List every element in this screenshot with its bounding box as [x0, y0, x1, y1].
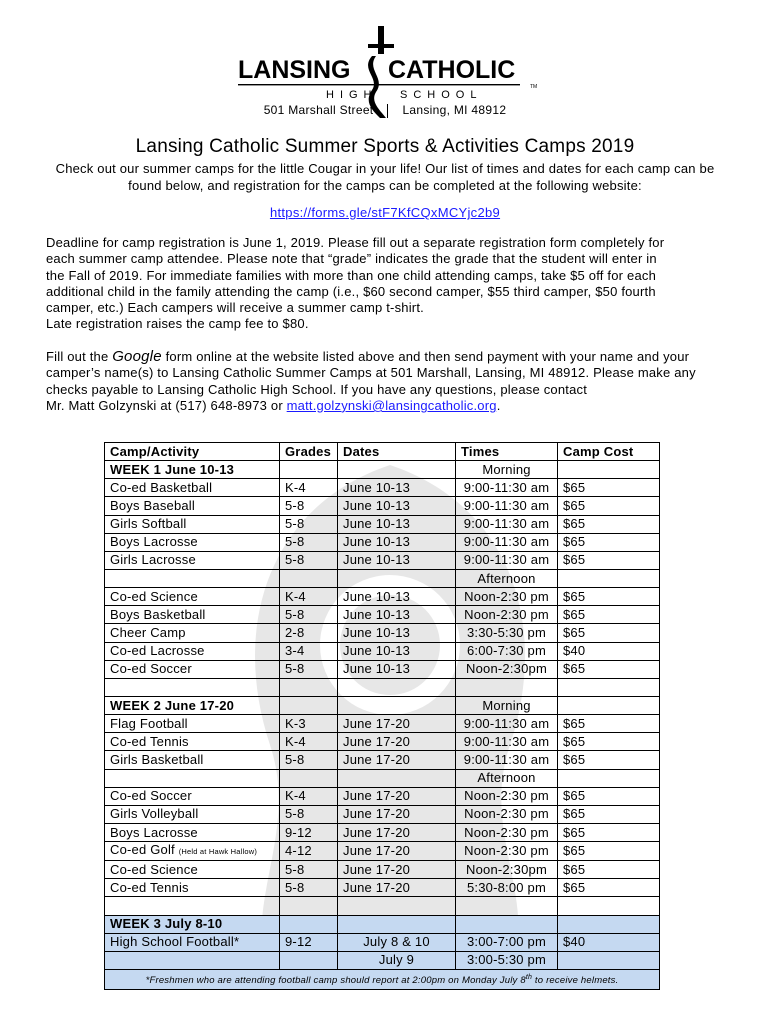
camp-name: Boys Lacrosse [105, 823, 280, 841]
table-row [105, 533, 660, 551]
camp-times: 6:00-7:30 pm [456, 642, 558, 660]
camp-cost: $40 [558, 642, 660, 660]
table-row [105, 861, 660, 879]
camp-cost: $65 [558, 823, 660, 841]
google-word: Google [112, 348, 162, 365]
camp-dates: June 10-13 [338, 479, 456, 497]
logo-trademark: TM [530, 84, 538, 90]
table-row [105, 515, 660, 533]
footnote-text: to receive helmets. [532, 975, 619, 987]
deadline-line: each summer camp attendee. Please note that “grade” indicates the grade that the student will enter in [46, 251, 657, 267]
footnote-row [105, 969, 660, 989]
table-row [105, 823, 660, 841]
camp-name: Girls Lacrosse [105, 551, 280, 569]
session-label: Morning [456, 461, 558, 479]
camp-grades: K-4 [280, 479, 338, 497]
camp-name: Co-ed Soccer [105, 787, 280, 805]
camp-times: 5:30-8:00 pm [456, 879, 558, 897]
camp-cost: $65 [558, 479, 660, 497]
camp-cost: $65 [558, 715, 660, 733]
deadline-line: Deadline for camp registration is June 1, 2019. Please fill out a separate registration form completely for [46, 235, 665, 250]
camp-times: Noon-2:30 pm [456, 606, 558, 624]
table-row [105, 751, 660, 769]
camp-grades: 5-8 [280, 805, 338, 823]
golf-name: Co-ed Golf [110, 842, 179, 858]
camp-dates: June 17-20 [338, 751, 456, 769]
camp-times: Noon-2:30pm [456, 660, 558, 678]
camp-grades: 5-8 [280, 861, 338, 879]
camp-dates: June 10-13 [338, 606, 456, 624]
camp-name: Co-ed Science [105, 588, 280, 606]
camp-cost: $65 [558, 733, 660, 751]
camp-dates: June 17-20 [338, 861, 456, 879]
camp-name: Boys Basketball [105, 606, 280, 624]
camp-cost: $65 [558, 606, 660, 624]
footnote-sup: th [525, 973, 533, 981]
camp-grades: K-4 [280, 733, 338, 751]
camp-times: Noon-2:30 pm [456, 823, 558, 841]
camp-cost: $65 [558, 588, 660, 606]
payment-line: checks payable to Lansing Catholic High School. If you have any questions, please contact [46, 381, 588, 397]
camp-grades: 9-12 [280, 933, 338, 951]
table-row [105, 933, 660, 951]
camp-times: 9:00-11:30 am [456, 515, 558, 533]
deadline-line: Late registration raises the camp fee to $80. [46, 316, 309, 332]
camp-cost: $65 [558, 551, 660, 569]
camp-dates: June 17-20 [338, 787, 456, 805]
address-divider [387, 104, 388, 118]
camp-times: 9:00-11:30 am [456, 479, 558, 497]
camp-cost: $65 [558, 879, 660, 897]
header-camp-activity: Camp/Activity [105, 443, 280, 461]
week-row [105, 461, 660, 479]
camp-dates: July 9 [338, 951, 456, 969]
payment-text: . [496, 397, 501, 413]
camp-times: 9:00-11:30 am [456, 533, 558, 551]
table-row [105, 660, 660, 678]
camp-dates: June 17-20 [338, 823, 456, 841]
logo-word-lansing: LANSING [238, 56, 351, 84]
camp-name [105, 842, 280, 861]
camp-dates: June 17-20 [338, 879, 456, 897]
deadline-line: additional child in the family attending the camp (i.e., $60 second camper, $55 third camper, $50 fourth [46, 283, 656, 299]
camp-name: Girls Softball [105, 515, 280, 533]
logo-word-high: HIGH [326, 89, 378, 101]
session-label: Afternoon [456, 569, 558, 587]
spacer-row [105, 678, 660, 696]
camp-grades: 5-8 [280, 533, 338, 551]
camp-dates: June 17-20 [338, 715, 456, 733]
school-address [0, 103, 770, 118]
table-row [105, 787, 660, 805]
camp-times: 9:00-11:30 am [456, 497, 558, 515]
camp-name: Co-ed Tennis [105, 733, 280, 751]
payment-paragraph [46, 349, 726, 414]
logo-word-school: SCHOOL [400, 89, 483, 101]
camp-dates: June 10-13 [338, 642, 456, 660]
camp-dates: June 17-20 [338, 805, 456, 823]
camp-grades: 4-12 [280, 842, 338, 861]
spacer-row [105, 897, 660, 915]
deadline-line: camper, etc.) Each campers will receive a summer camp t-shirt. [46, 300, 424, 316]
camp-cost: $65 [558, 805, 660, 823]
camp-name: Flag Football [105, 715, 280, 733]
week-label: WEEK 1 June 10-13 [105, 461, 280, 479]
camp-name: Boys Lacrosse [105, 533, 280, 551]
camp-dates: June 10-13 [338, 624, 456, 642]
camp-dates: June 10-13 [338, 515, 456, 533]
header-grades: Grades [280, 443, 338, 461]
session-label: Morning [456, 696, 558, 714]
session-row [105, 569, 660, 587]
camp-times: Noon-2:30 pm [456, 842, 558, 861]
camp-dates: July 8 & 10 [338, 933, 456, 951]
camp-times: Noon-2:30 pm [456, 805, 558, 823]
camp-cost: $65 [558, 751, 660, 769]
contact-email-link[interactable]: matt.golzynski@lansingcatholic.org [286, 397, 497, 413]
camp-dates: June 17-20 [338, 842, 456, 861]
camp-grades: 5-8 [280, 606, 338, 624]
camp-name: Co-ed Basketball [105, 479, 280, 497]
camp-times: Noon-2:30pm [456, 861, 558, 879]
camp-cost: $40 [558, 933, 660, 951]
camp-name: Co-ed Tennis [105, 879, 280, 897]
camp-cost: $65 [558, 497, 660, 515]
deadline-line: the Fall of 2019. For immediate families with more than one child attending camps, take $5 off for each [46, 267, 657, 283]
camp-times: Noon-2:30 pm [456, 588, 558, 606]
deadline-paragraph [46, 235, 726, 333]
page-title: Lansing Catholic Summer Sports & Activities Camps 2019 [135, 136, 635, 157]
camp-times: 9:00-11:30 am [456, 733, 558, 751]
camps-table [104, 442, 660, 990]
camp-grades: 9-12 [280, 823, 338, 841]
week-label: WEEK 3 July 8-10 [105, 915, 280, 933]
camp-name: Girls Volleyball [105, 805, 280, 823]
camp-grades: 5-8 [280, 551, 338, 569]
table-row [105, 733, 660, 751]
week-row [105, 696, 660, 714]
camp-cost: $65 [558, 660, 660, 678]
session-row [105, 769, 660, 787]
table-row [105, 879, 660, 897]
table-row [105, 606, 660, 624]
header-dates: Dates [338, 443, 456, 461]
camp-grades: K-4 [280, 588, 338, 606]
camp-name: Girls Basketball [105, 751, 280, 769]
camp-cost: $65 [558, 515, 660, 533]
camp-times: 3:00-5:30 pm [456, 951, 558, 969]
camp-times: 9:00-11:30 am [456, 751, 558, 769]
camp-times: Noon-2:30 pm [456, 787, 558, 805]
camp-grades: 5-8 [280, 879, 338, 897]
golf-location-note: (Held at Hawk Hallow) [178, 847, 258, 857]
week-row [105, 915, 660, 933]
table-row [105, 805, 660, 823]
camp-cost: $65 [558, 624, 660, 642]
intro-text: Check out our summer camps for the little Cougar in your life! Our list of times and dates for each camp can be found below, and registration for the camps can be completed at the following website: [55, 161, 715, 193]
table-row [105, 588, 660, 606]
camp-grades: 5-8 [280, 497, 338, 515]
camp-grades: 5-8 [280, 751, 338, 769]
camp-dates: June 10-13 [338, 660, 456, 678]
header-times: Times [456, 443, 558, 461]
table-row [105, 951, 660, 969]
logo-word-catholic: CATHOLIC [388, 56, 516, 84]
camp-grades: 5-8 [280, 660, 338, 678]
camp-times: 9:00-11:30 am [456, 715, 558, 733]
camp-grades: 5-8 [280, 515, 338, 533]
table-row [105, 642, 660, 660]
address-street: 501 Marshall Street [263, 103, 374, 117]
camp-cost: $65 [558, 787, 660, 805]
payment-text: form online at the website listed above and then send payment with your name and your [161, 349, 690, 364]
camp-name: Co-ed Lacrosse [105, 642, 280, 660]
camp-name: Cheer Camp [105, 624, 280, 642]
payment-line: camper’s name(s) to Lansing Catholic Summer Camps at 501 Marshall, Lansing, MI 48912. Please make any [46, 365, 696, 381]
table-row [105, 479, 660, 497]
table-row [105, 715, 660, 733]
session-label: Afternoon [456, 769, 558, 787]
camp-dates: June 10-13 [338, 497, 456, 515]
payment-text: Fill out the [46, 349, 113, 364]
table-row [105, 624, 660, 642]
camp-grades: 3-4 [280, 642, 338, 660]
registration-link[interactable]: https://forms.gle/stF7KfCQxMCYjc2b9 [269, 205, 501, 220]
camp-name: High School Football* [105, 933, 280, 951]
camp-name: Boys Baseball [105, 497, 280, 515]
camp-grades: K-4 [280, 787, 338, 805]
table-row [105, 497, 660, 515]
camp-grades: 2-8 [280, 624, 338, 642]
footnote [105, 969, 660, 989]
camp-grades: K-3 [280, 715, 338, 733]
camp-dates: June 10-13 [338, 551, 456, 569]
week-label: WEEK 2 June 17-20 [105, 696, 280, 714]
camp-dates: June 10-13 [338, 533, 456, 551]
address-city: Lansing, MI 48912 [402, 103, 507, 117]
header-camp-cost: Camp Cost [558, 443, 660, 461]
camp-cost: $65 [558, 861, 660, 879]
footnote-text: *Freshmen who are attending football camp should report at 2:00pm on Monday July 8 [145, 975, 526, 987]
camp-times: 3:30-5:30 pm [456, 624, 558, 642]
table-row [105, 551, 660, 569]
camp-dates: June 10-13 [338, 588, 456, 606]
payment-text: Mr. Matt Golzynski at (517) 648-8973 or [46, 397, 287, 413]
camp-cost: $65 [558, 842, 660, 861]
camp-times: 3:00-7:00 pm [456, 933, 558, 951]
camp-cost: $65 [558, 533, 660, 551]
camp-dates: June 17-20 [338, 733, 456, 751]
table-row [105, 842, 660, 861]
camp-name: Co-ed Science [105, 861, 280, 879]
camp-name: Co-ed Soccer [105, 660, 280, 678]
table-header-row [105, 443, 660, 461]
camp-times: 9:00-11:30 am [456, 551, 558, 569]
